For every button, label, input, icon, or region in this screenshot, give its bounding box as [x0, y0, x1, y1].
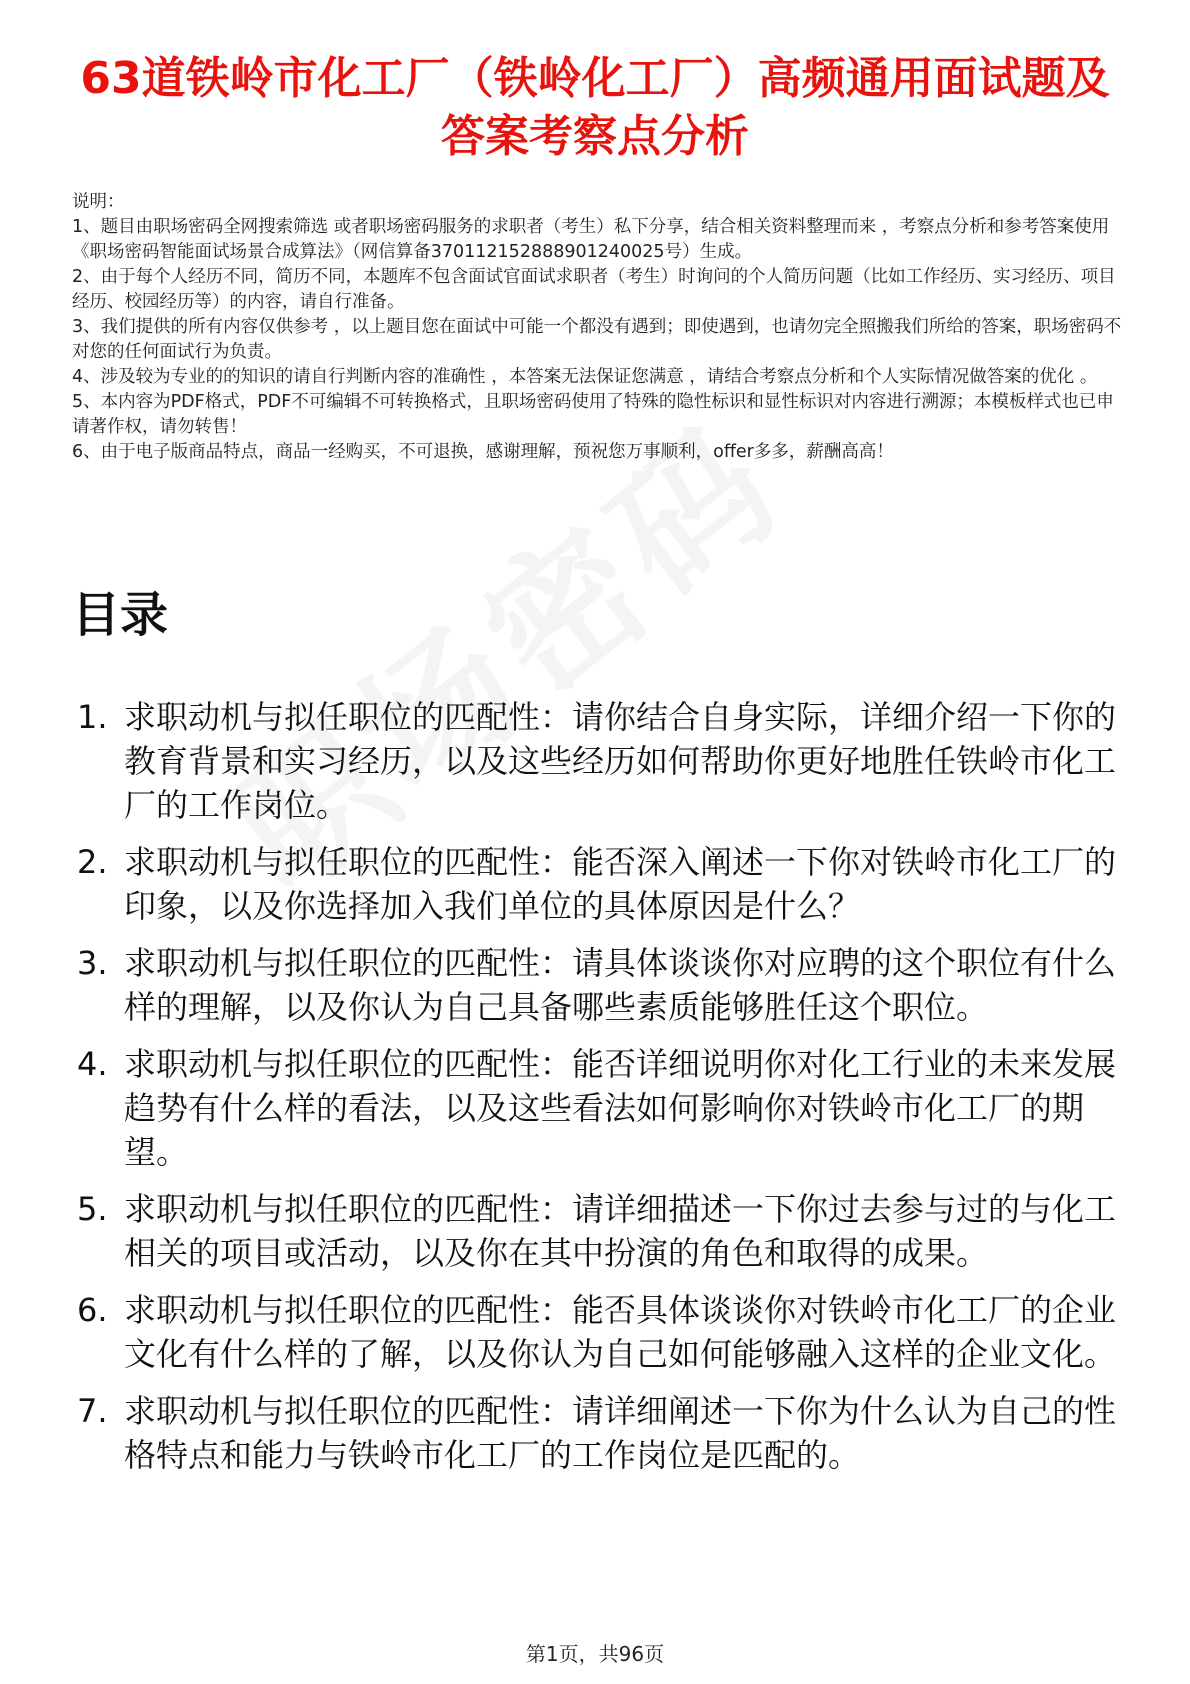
page-title: 63道铁岭市化工厂（铁岭化工厂）高频通用面试题及答案考察点分析	[80, 53, 1110, 162]
note-item: 5、本内容为PDF格式，PDF不可编辑不可转换格式，且职场密码使用了特殊的隐性标识和显性标识对内容进行溯源；本模板样式也已申请著作权，请勿转售！	[72, 392, 1114, 437]
toc-item-number: 7.	[77, 1392, 108, 1430]
note-item: 4、涉及较为专业的的知识的请自行判断内容的准确性 ，本答案无法保证您满意 ，请结合考察点分析和个人实际情况做答案的优化 。	[72, 367, 1098, 387]
toc-item-text: 求职动机与拟任职位的匹配性：请具体谈谈你对应聘的这个职位有什么样的理解，以及你认为自己具备哪些素质能够胜任这个职位。	[124, 944, 1117, 1026]
note-item: 2、由于每个人经历不同，简历不同，本题库不包含面试官面试求职者（考生）时询问的个人简历问题（比如工作经历、实习经历、项目经历、校园经历等）的内容，请自行准备。	[72, 267, 1116, 312]
notes-heading: 说明：	[72, 192, 125, 212]
toc-item-text: 求职动机与拟任职位的匹配性：能否深入阐述一下你对铁岭市化工厂的印象，以及你选择加入我们单位的具体原因是什么？	[124, 843, 1117, 925]
toc-item[interactable]	[72, 1042, 1122, 1174]
note-item: 3、我们提供的所有内容仅供参考 ，以上题目您在面试中可能一个都没有遇到；即使遇到，也请勿完全照搬我们所给的答案，职场密码不对您的任何面试行为负责。	[72, 317, 1122, 362]
toc-list	[72, 695, 1122, 1490]
toc-item[interactable]	[72, 840, 1122, 928]
note-item: 6、由于电子版商品特点，商品一经购买，不可退换，感谢理解，预祝您万事顺利，offer多多，薪酬高高！	[72, 442, 894, 462]
toc-item[interactable]	[72, 1187, 1122, 1275]
toc-item-number: 6.	[77, 1291, 108, 1329]
toc-item[interactable]	[72, 1389, 1122, 1477]
toc-item-text: 求职动机与拟任职位的匹配性：请详细阐述一下你为什么认为自己的性格特点和能力与铁岭市化工厂的工作岗位是匹配的。	[124, 1392, 1117, 1474]
toc-item-number: 2.	[77, 843, 108, 881]
toc-item-number: 1.	[77, 698, 108, 736]
toc-item-text: 求职动机与拟任职位的匹配性：请你结合自身实际，详细介绍一下你的教育背景和实习经历，以及这些经历如何帮助你更好地胜任铁岭市化工厂的工作岗位。	[124, 698, 1117, 824]
toc-item-text: 求职动机与拟任职位的匹配性：能否详细说明你对化工行业的未来发展趋势有什么样的看法，以及这些看法如何影响你对铁岭市化工厂的期望。	[124, 1045, 1117, 1171]
toc-item-text: 求职动机与拟任职位的匹配性：能否具体谈谈你对铁岭市化工厂的企业文化有什么样的了解，以及你认为自己如何能够融入这样的企业文化。	[124, 1291, 1117, 1373]
toc-item[interactable]	[72, 1288, 1122, 1376]
toc-item-number: 5.	[77, 1190, 108, 1228]
notes-section	[72, 190, 1122, 465]
toc-heading: 目录	[72, 587, 169, 643]
toc-item-number: 4.	[77, 1045, 108, 1083]
toc-item-text: 求职动机与拟任职位的匹配性：请详细描述一下你过去参与过的与化工相关的项目或活动，以及你在其中扮演的角色和取得的成果。	[124, 1190, 1117, 1272]
page-footer: 第1页，共96页	[525, 1642, 665, 1666]
toc-item[interactable]	[72, 941, 1122, 1029]
note-item: 1、题目由职场密码全网搜索筛选 或者职场密码服务的求职者（考生）私下分享，结合相关资料整理而来 ，考察点分析和参考答案使用《职场密码智能面试场景合成算法》（网信算备370112152888901240025号）生成。	[72, 217, 1110, 262]
toc-item-number: 3.	[77, 944, 108, 982]
toc-item[interactable]	[72, 695, 1122, 827]
